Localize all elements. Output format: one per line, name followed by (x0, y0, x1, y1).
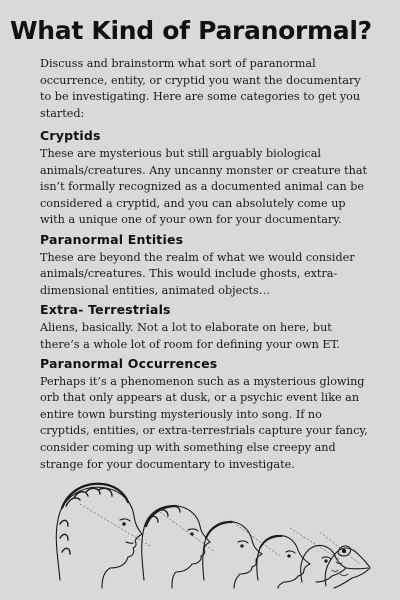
frog-head (325, 546, 370, 588)
head-to-frog-illustration (40, 468, 372, 590)
page-title: What Kind of Paranormal? (10, 16, 372, 45)
section-heading: Paranormal Occurrences (40, 356, 218, 372)
head-profile-2 (142, 506, 210, 588)
section-body: These are beyond the realm of what we would consider animals/creatures. This would include ghosts, extra-dimensional entities, animated objects… (40, 250, 355, 297)
section-heading: Extra- Terrestrials (40, 302, 171, 318)
section-cryptids (40, 128, 372, 229)
section-heading: Cryptids (40, 128, 101, 144)
section-heading: Paranormal Entities (40, 231, 184, 247)
section-extra-terrestrials (40, 302, 372, 353)
section-body: These are mysterious but still arguably biological animals/creatures. Any uncanny monster or creature that isn’t formally recognized as a documented animal can be considered a cryptid, and you can absolutely come up with a unique one of your own for your documentary. (40, 146, 367, 227)
section-paranormal-occurrences (40, 356, 372, 473)
section-body: Aliens, basically. Not a lot to elaborate on here, but there’s a whole lot of room for defining your own ET. (40, 320, 340, 351)
intro-text: Discuss and brainstorm what sort of paranormal occurrence, entity, or cryptid you want the documentary to be investigating. Here are some categories to get you started: (40, 57, 361, 120)
head-profile-3 (203, 522, 262, 588)
section-paranormal-entities (40, 232, 372, 299)
section-body: Perhaps it’s a phenomenon such as a mysterious glowing orb that only appears at dusk, or a psychic event like an entire town bursting mysteriously into song. If no cryptids, entities, or extra-terrestrials capture your fancy, consider coming up with something else creepy and strange for your documentary to investigate. (40, 374, 368, 471)
head-profile-1 (56, 484, 142, 588)
content (40, 56, 372, 473)
